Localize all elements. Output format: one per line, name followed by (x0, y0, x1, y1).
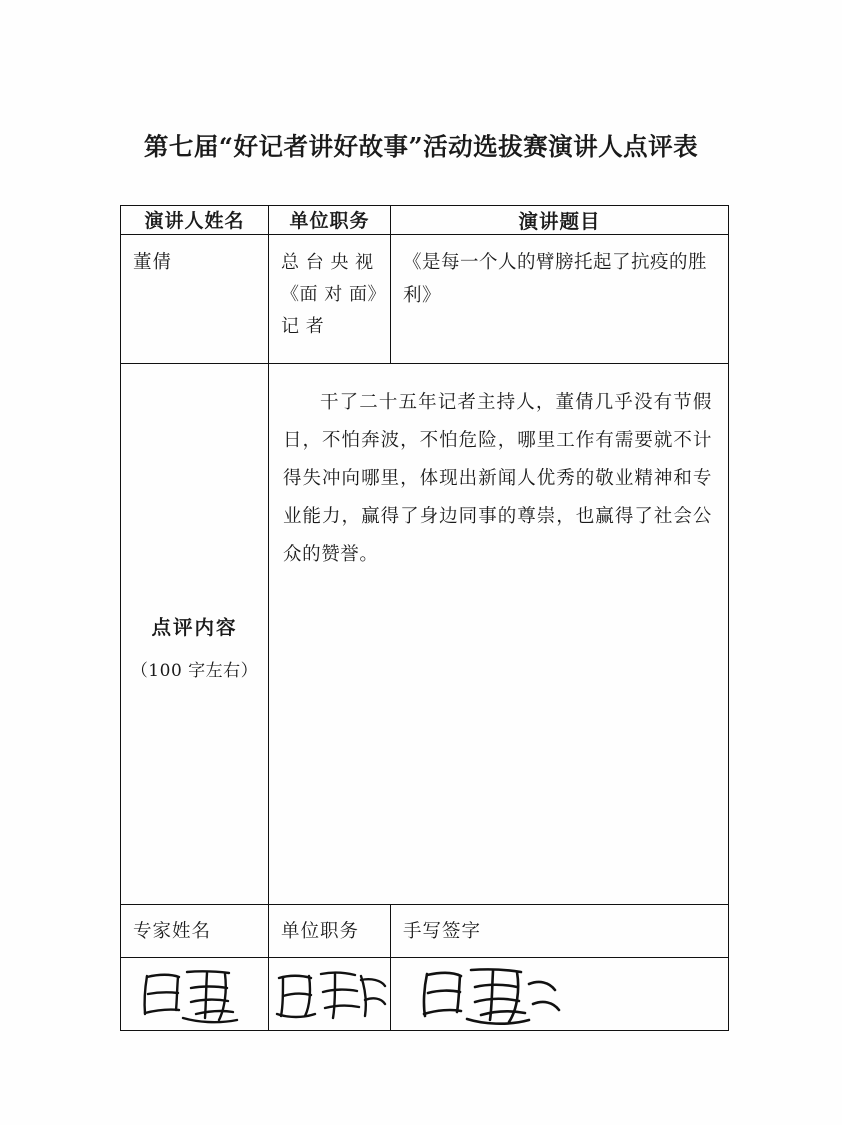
speech-title-value: 《是每一个人的臂膀托起了抗疫的胜利》 (403, 252, 708, 306)
signature-mark-unit (269, 958, 390, 1030)
table-comment-row (121, 364, 729, 905)
handwritten-signature-label: 手写签字 (403, 921, 482, 942)
cell-unit-position (269, 235, 391, 364)
cell-expert-name-label (121, 905, 269, 958)
evaluation-table (120, 205, 729, 1031)
speaker-name-value: 董倩 (133, 252, 173, 273)
cell-expert-name-signature (121, 958, 269, 1031)
comment-content-block (269, 364, 728, 574)
header-speaker-name: 演讲人姓名 (121, 206, 269, 235)
cell-speech-title (391, 235, 729, 364)
cell-handwritten-signature (391, 958, 729, 1031)
unit-position-line-1: 总 台 央 视 (281, 252, 374, 273)
comment-label-block (121, 612, 268, 681)
unit-position-line-2: 《面 对 面》 (281, 284, 386, 306)
signature-mark-main (391, 958, 728, 1030)
table-signature-row (121, 958, 729, 1031)
table-info-row (121, 235, 729, 364)
cell-speaker-name (121, 235, 269, 364)
expert-name-label: 专家姓名 (133, 921, 212, 942)
signature-mark-name (121, 958, 268, 1030)
page-title: 第七届“好记者讲好故事”活动选拔赛演讲人点评表 (143, 132, 699, 161)
comment-content-value: 干了二十五年记者主持人，董倩几乎没有节假日，不怕奔波，不怕危险，哪里工作有需要就不计得失冲向哪里，体现出新闻人优秀的敬业精神和专业能力，赢得了身边同事的尊崇，也赢得了社会公众的赞誉。 (283, 392, 712, 565)
expert-unit-label: 单位职务 (281, 921, 360, 942)
evaluation-table-wrapper (120, 205, 728, 1031)
cell-comment-content (269, 364, 729, 905)
unit-position-value (269, 235, 390, 353)
table-footer-row (121, 905, 729, 958)
cell-expert-unit-label (269, 905, 391, 958)
cell-comment-label (121, 364, 269, 905)
comment-label-main: 点评内容 (151, 616, 238, 639)
comment-label-sub: （100 字左右） (130, 661, 259, 681)
unit-position-line-3: 记 者 (281, 316, 325, 338)
table-header-row (121, 206, 729, 235)
cell-handwritten-signature-label (391, 905, 729, 958)
header-speech-title: 演讲题目 (391, 206, 729, 235)
cell-expert-unit-signature (269, 958, 391, 1031)
header-unit-position: 单位职务 (269, 206, 391, 235)
